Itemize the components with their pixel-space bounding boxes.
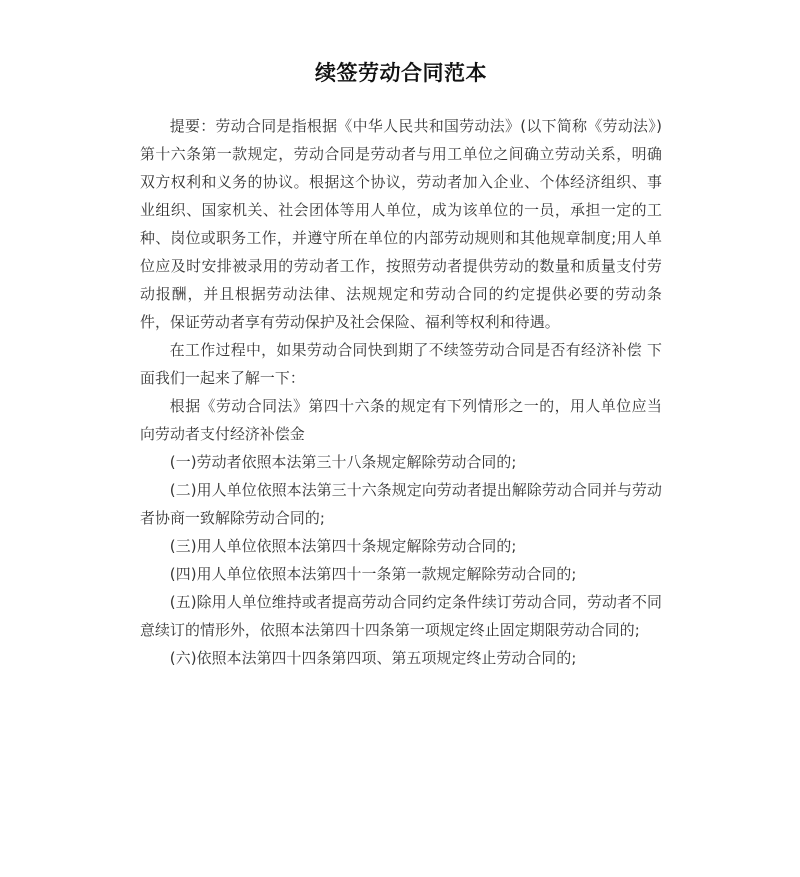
paragraph-item-3: (三)用人单位依照本法第四十条规定解除劳动合同的; bbox=[169, 537, 517, 555]
paragraph-item-5: (五)除用人单位维持或者提高劳动合同约定条件续订劳动合同，劳动者不同意续订的情形外，依照本法第四十四条第一项规定终止固定期限劳动合同的; bbox=[140, 593, 662, 639]
document-title: 续签劳动合同范本 bbox=[315, 61, 487, 85]
paragraph-summary: 提要：劳动合同是指根据《中华人民共和国劳动法》(以下简称《劳动法》)第十六条第一款规定，劳动合同是劳动者与用工单位之间确立劳动关系，明确双方权利和义务的协议。根据这个协议，劳动者加入企业、个体经济组织、事业组织、国家机关、社会团体等用人单位，成为该单位的一员，承担一定的工种、岗位或职务工作，并遵守所在单位的内部劳动规则和其他规章制度;用人单位应及时安排被录用的劳动者工作，按照劳动者提供劳动的数量和质量支付劳动报酬，并且根据劳动法律、法规规定和劳动合同的约定提供必要的劳动条件，保证劳动者享有劳动保护及社会保险、福利等权利和待遇。 bbox=[140, 117, 662, 331]
paragraph-item-6: (六)依照本法第四十四条第四项、第五项规定终止劳动合同的; bbox=[169, 649, 577, 667]
paragraph-item-4: (四)用人单位依照本法第四十一条第一款规定解除劳动合同的; bbox=[169, 565, 577, 583]
paragraph-legal-basis: 根据《劳动合同法》第四十六条的规定有下列情形之一的，用人单位应当向劳动者支付经济补偿金 bbox=[140, 397, 662, 443]
paragraph-item-2: (二)用人单位依照本法第三十六条规定向劳动者提出解除劳动合同并与劳动者协商一致解除劳动合同的; bbox=[140, 481, 662, 527]
paragraph-intro: 在工作过程中，如果劳动合同快到期了不续签劳动合同是否有经济补偿 下面我们一起来了解一下： bbox=[140, 341, 662, 387]
document-body bbox=[140, 112, 662, 672]
paragraph-item-1: (一)劳动者依照本法第三十八条规定解除劳动合同的; bbox=[169, 453, 517, 471]
